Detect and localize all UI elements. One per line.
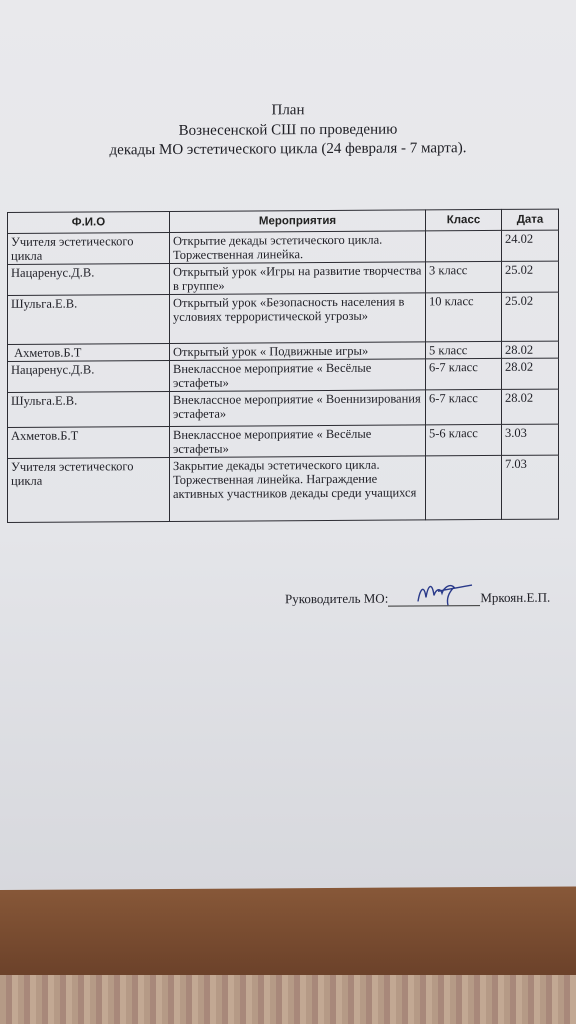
cell-event: Внеклассное мероприятие « Военнизирования эстафета» [170,390,426,427]
table-row [8,292,559,344]
cell-class [426,230,502,261]
cell-event: Внеклассное мероприятие « Весёлые эстафеты» [170,359,426,392]
cell-date: 25.02 [502,292,559,341]
signature-label: Руководитель МО: [285,590,389,607]
cell-event: Внеклассное мероприятие « Весёлые эстафеты» [170,425,426,458]
cell-class: 5 класс [426,341,502,358]
cell-date: 3.03 [502,424,559,455]
doc-title: План [271,102,305,119]
cell-class: 3 класс [426,261,502,292]
cell-event: Закрытие декады эстетического цикла. Торжественная линейка. Награждение активных участников декады среди учащихся [170,456,426,522]
table-row [8,230,559,264]
header-events: Мероприятия [170,210,426,233]
cell-date: 28.02 [502,341,559,358]
carpet-background [0,975,576,1024]
table-row [8,358,559,392]
header-date: Дата [502,209,559,230]
header-class: Класс [426,209,502,230]
cell-event: Открытие декады эстетического цикла. Торжественная линейка. [170,231,426,264]
cell-date: 24.02 [502,230,559,261]
cell-fio: Ахметов.Б.Т [8,343,170,361]
cell-class: 6-7 класс [426,358,502,389]
cell-date: 25.02 [502,261,559,292]
doc-subtitle-2: декады МО эстетического цикла (24 февраля - 7 марта). [109,140,467,159]
signature-name: Мркоян.Е.П. [480,589,551,606]
cell-fio: Учителя эстетического цикла [8,232,170,264]
cell-fio: Учителя эстетического цикла [8,457,170,522]
signature-line [388,591,480,607]
table-row [8,424,559,458]
cell-event: Открытый урок « Подвижные игры» [170,342,426,361]
plan-table [7,209,559,523]
table-row [8,261,559,295]
signature-block [285,589,575,607]
handwritten-signature [388,577,480,608]
table-row [8,455,559,522]
cell-class: 6-7 класс [426,389,502,424]
cell-class: 10 класс [426,292,502,341]
cell-fio: Шульга.Е.В. [8,391,170,427]
header-fio: Ф.И.О [8,211,170,233]
doc-subtitle: Вознесенской СШ по проведению [178,121,398,139]
cell-event: Открытый урок «Безопасность населения в условиях террористической угрозы» [170,293,426,344]
cell-event: Открытый урок «Игры на развитие творчества в группе» [170,262,426,295]
cell-fio: Шульга.Е.В. [8,294,170,344]
cell-fio: Нацаренус.Д.В. [8,360,170,392]
cell-fio: Нацаренус.Д.В. [8,263,170,295]
table-row [8,389,559,427]
cell-date: 28.02 [502,389,559,424]
cell-date: 28.02 [502,358,559,389]
cell-date: 7.03 [502,455,559,519]
cell-class: 5-6 класс [426,424,502,455]
cell-class [426,455,502,519]
cell-fio: Ахметов.Б.Т [8,426,170,458]
